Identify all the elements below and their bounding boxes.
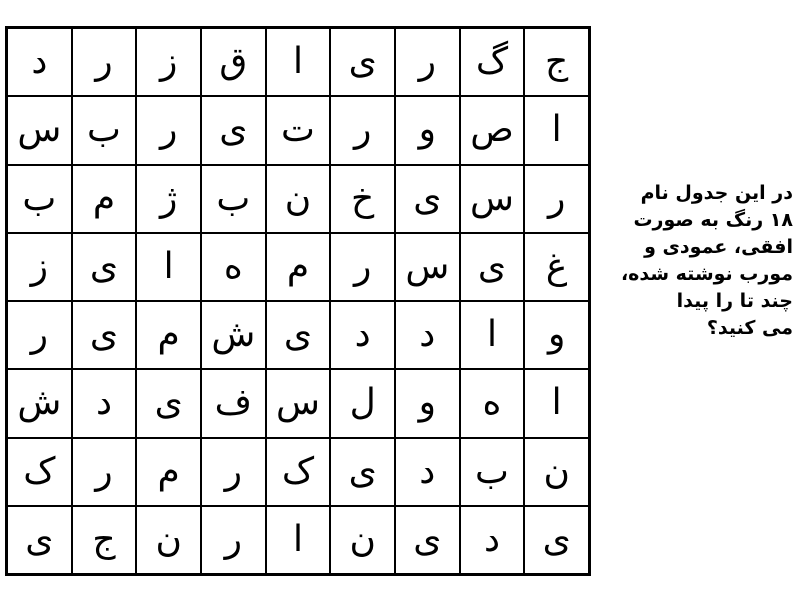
grid-cell[interactable]: ق: [201, 28, 266, 96]
grid-cell[interactable]: ل: [330, 369, 395, 437]
grid-cell[interactable]: ب: [7, 165, 72, 233]
grid-cell[interactable]: ر: [201, 506, 266, 574]
grid-cell[interactable]: ی: [7, 506, 72, 574]
grid-cell[interactable]: ن: [330, 506, 395, 574]
grid-cell[interactable]: ی: [201, 96, 266, 164]
grid-cell[interactable]: گ: [460, 28, 525, 96]
grid-cell[interactable]: م: [136, 438, 201, 506]
grid-cell[interactable]: ر: [201, 438, 266, 506]
grid-cell[interactable]: س: [266, 369, 331, 437]
grid-cell[interactable]: ش: [201, 301, 266, 369]
instruction-line-5: چند تا را پیدا: [676, 290, 793, 312]
grid-cell[interactable]: ر: [524, 165, 589, 233]
grid-cell[interactable]: ب: [72, 96, 137, 164]
grid-cell[interactable]: و: [395, 96, 460, 164]
grid-cell[interactable]: ا: [266, 506, 331, 574]
grid-cell[interactable]: ی: [395, 506, 460, 574]
instruction-line-2: ۱۸ رنگ به صورت: [633, 209, 793, 231]
grid-cell[interactable]: ج: [72, 506, 137, 574]
grid-cell[interactable]: ی: [395, 165, 460, 233]
grid-cell[interactable]: ا: [460, 301, 525, 369]
grid-cell[interactable]: س: [395, 233, 460, 301]
grid-cell[interactable]: ب: [201, 165, 266, 233]
grid-cell[interactable]: ا: [266, 28, 331, 96]
grid-cell[interactable]: ر: [72, 438, 137, 506]
grid-cell[interactable]: د: [395, 301, 460, 369]
instruction-line-1: در این جدول نام: [640, 182, 793, 204]
grid-cell[interactable]: ا: [136, 233, 201, 301]
word-search-grid: [5, 26, 591, 576]
grid-cell[interactable]: س: [460, 165, 525, 233]
grid-cell[interactable]: ی: [72, 233, 137, 301]
grid-cell[interactable]: د: [330, 301, 395, 369]
grid-cell[interactable]: ه: [201, 233, 266, 301]
grid-cell[interactable]: ر: [330, 96, 395, 164]
grid-cell[interactable]: س: [7, 96, 72, 164]
grid-cell[interactable]: ز: [136, 28, 201, 96]
grid-cell[interactable]: ن: [266, 165, 331, 233]
grid-cell[interactable]: ن: [524, 438, 589, 506]
grid-cell[interactable]: ی: [524, 506, 589, 574]
grid-cell[interactable]: خ: [330, 165, 395, 233]
grid-cell[interactable]: ه: [460, 369, 525, 437]
grid-cell[interactable]: ی: [136, 369, 201, 437]
grid-cell[interactable]: و: [395, 369, 460, 437]
grid-cell[interactable]: ش: [7, 369, 72, 437]
grid-cell[interactable]: ر: [136, 96, 201, 164]
grid-cell[interactable]: ف: [201, 369, 266, 437]
grid-cell[interactable]: د: [460, 506, 525, 574]
grid-cell[interactable]: ج: [524, 28, 589, 96]
grid-cell[interactable]: ر: [395, 28, 460, 96]
grid-cell[interactable]: ک: [266, 438, 331, 506]
grid-cell[interactable]: ر: [7, 301, 72, 369]
grid-cell[interactable]: ی: [330, 28, 395, 96]
grid-cell[interactable]: ی: [460, 233, 525, 301]
grid-cell[interactable]: ص: [460, 96, 525, 164]
grid-cell[interactable]: ی: [330, 438, 395, 506]
grid-cell[interactable]: ن: [136, 506, 201, 574]
grid-cell[interactable]: ز: [7, 233, 72, 301]
grid-cell[interactable]: د: [395, 438, 460, 506]
grid-cell[interactable]: و: [524, 301, 589, 369]
grid-cell[interactable]: ب: [460, 438, 525, 506]
instruction-line-3: افقی، عمودی و: [644, 236, 793, 258]
instruction-line-4: مورب نوشته شده،: [620, 263, 793, 285]
grid-cell[interactable]: د: [72, 369, 137, 437]
grid-cell[interactable]: ک: [7, 438, 72, 506]
grid-cell[interactable]: ا: [524, 369, 589, 437]
grid-cell[interactable]: ر: [330, 233, 395, 301]
grid-cell[interactable]: م: [72, 165, 137, 233]
grid-cell[interactable]: غ: [524, 233, 589, 301]
grid-cell[interactable]: ژ: [136, 165, 201, 233]
grid-cell[interactable]: م: [136, 301, 201, 369]
grid-cell[interactable]: د: [7, 28, 72, 96]
grid-cell[interactable]: ا: [524, 96, 589, 164]
puzzle-instructions: [603, 180, 793, 342]
grid-cell[interactable]: ی: [72, 301, 137, 369]
grid-cell[interactable]: ت: [266, 96, 331, 164]
grid-cell[interactable]: ی: [266, 301, 331, 369]
instruction-line-6: می کنید؟: [706, 317, 793, 339]
grid-cell[interactable]: م: [266, 233, 331, 301]
grid-cell[interactable]: ر: [72, 28, 137, 96]
